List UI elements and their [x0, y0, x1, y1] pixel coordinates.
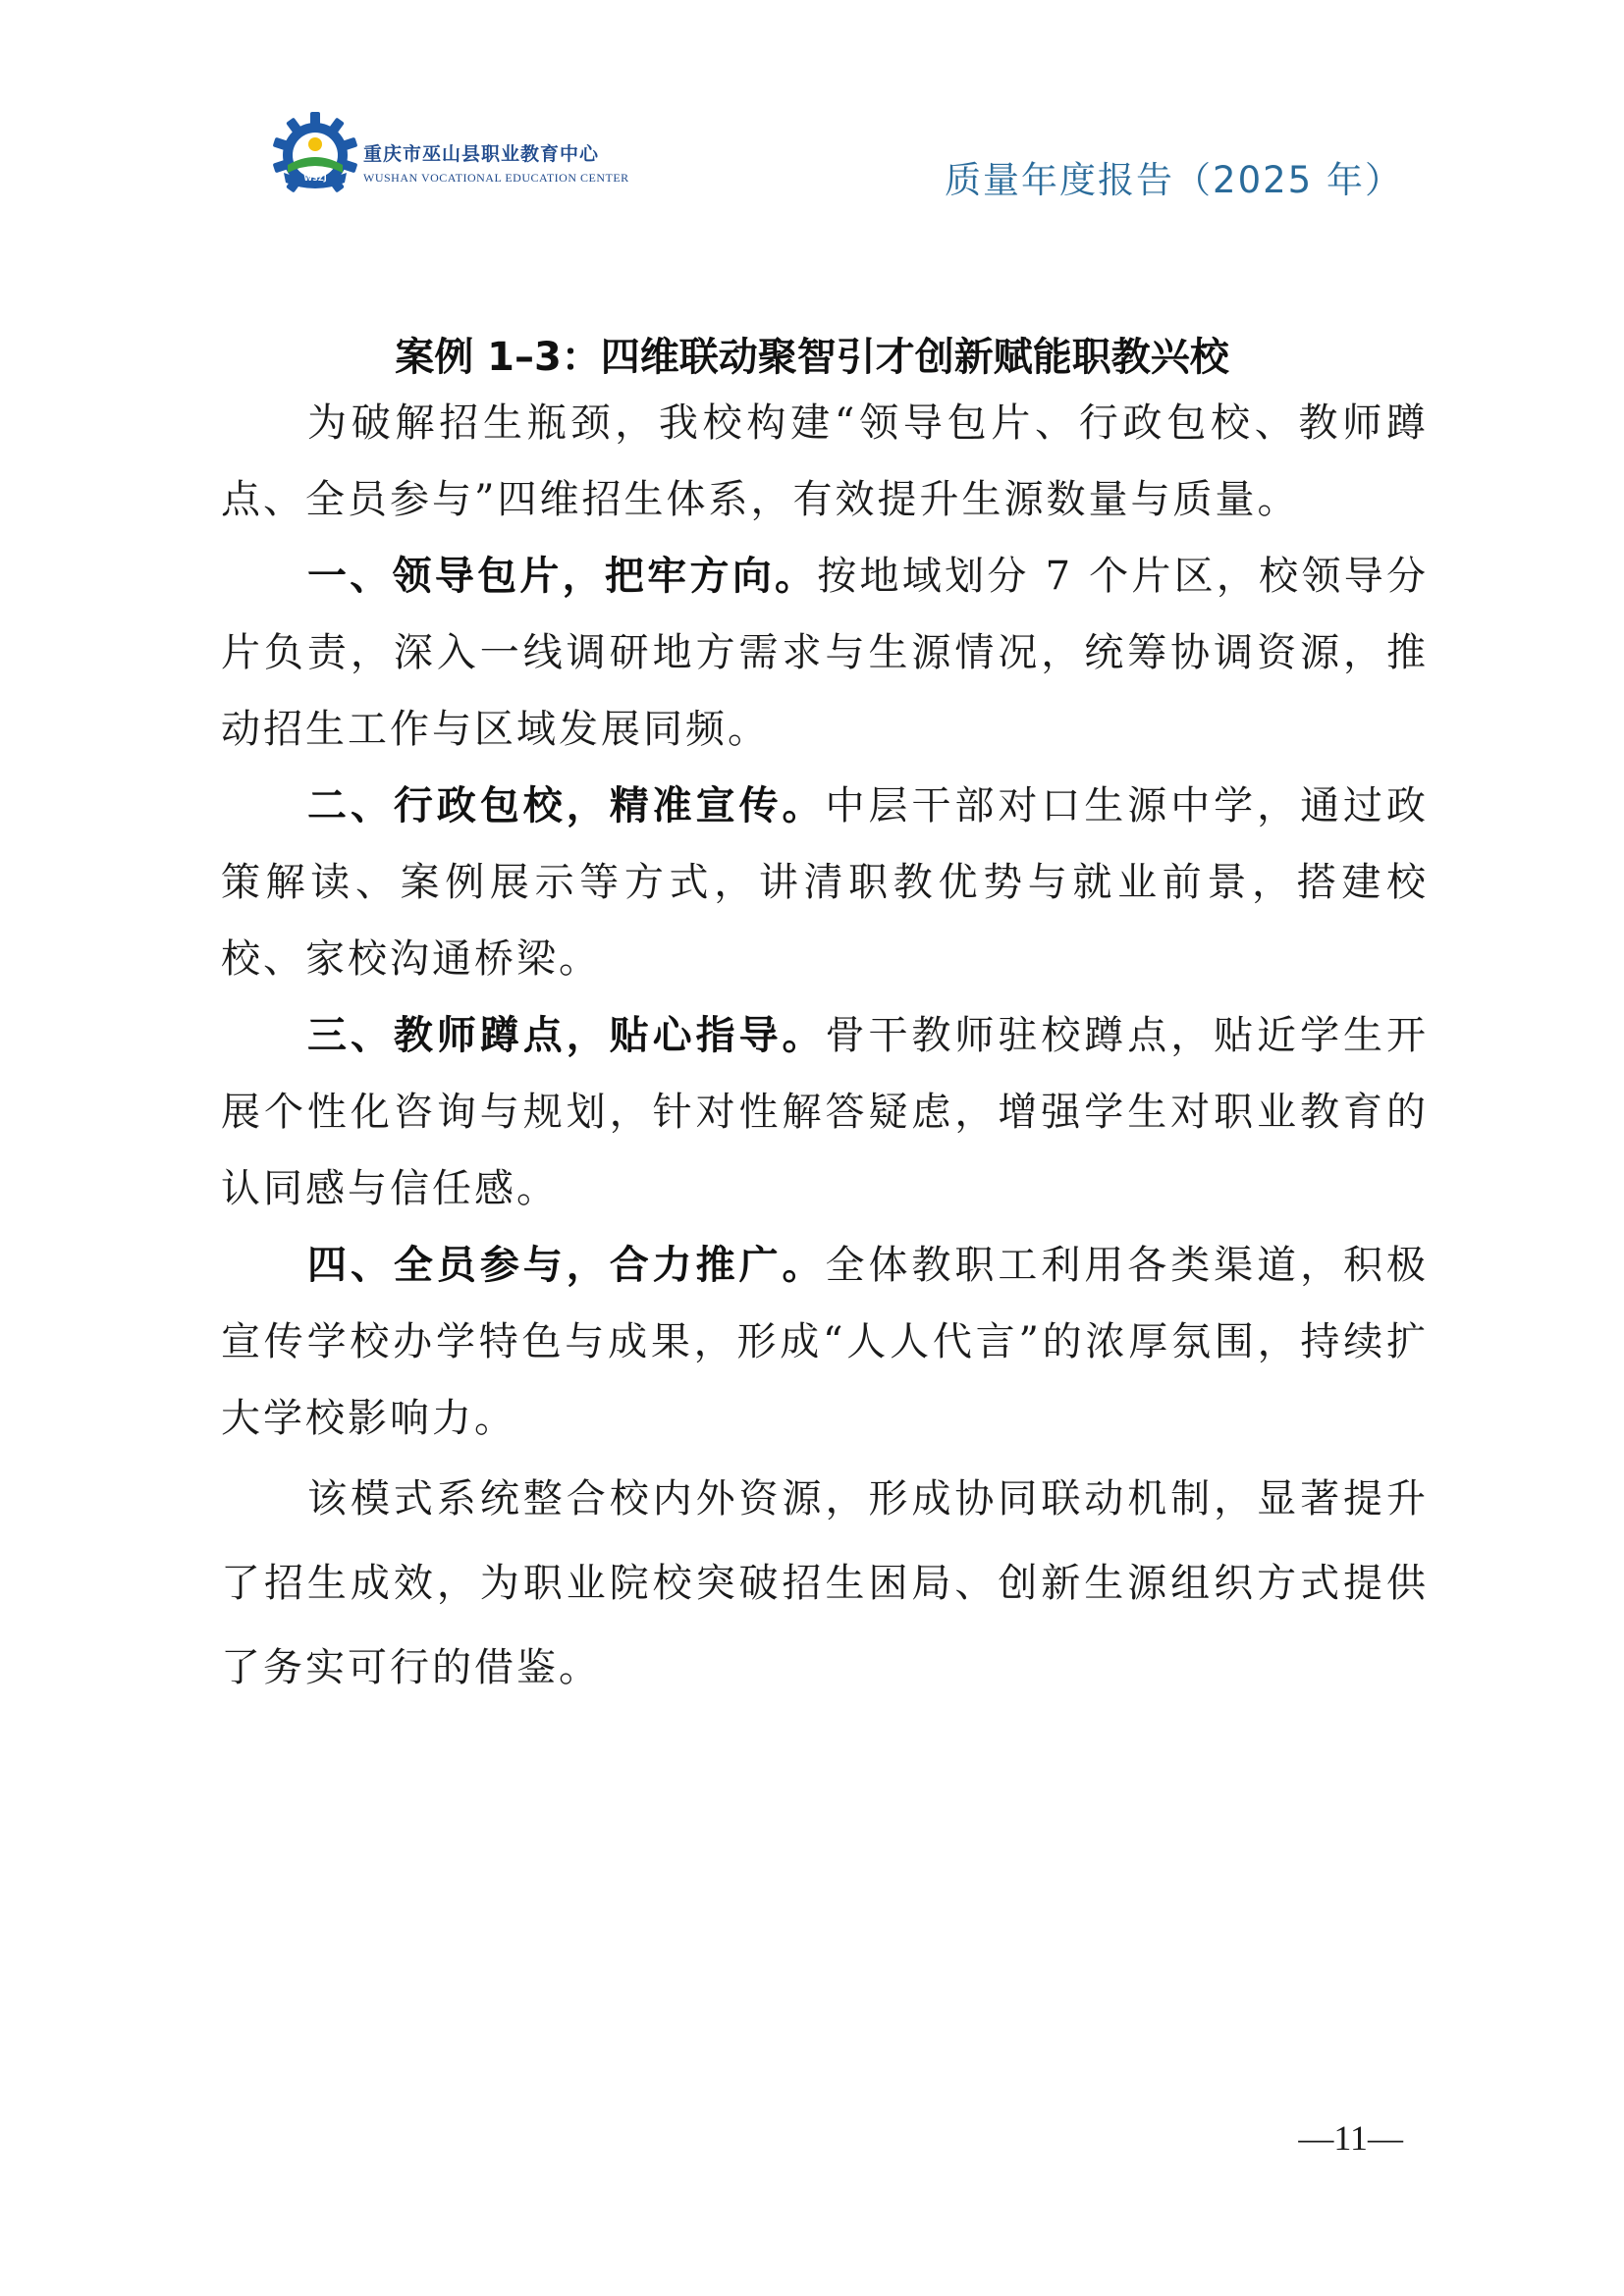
paragraph-text: 该模式系统整合校内外资源，形成协同联动机制，显著提升了招生成效，为职业院校突破招生困局、创新生源组织方式提供了务实可行的借鉴。	[221, 1476, 1429, 1690]
paragraph-text: 为破解招生瓶颈，我校构建“领导包片、行政包校、教师蹲点、全员参与”四维招生体系，有效提升生源数量与质量。	[221, 400, 1429, 522]
paragraph-lead: 四、全员参与，合力推广。	[307, 1243, 826, 1288]
gear-logo-icon	[270, 110, 360, 200]
school-name-en: WUSHAN VOCATIONAL EDUCATION CENTER	[363, 171, 629, 185]
case-body	[221, 385, 1429, 1710]
body-paragraph	[221, 997, 1429, 1227]
paragraph-text: 中层干部对口生源中学，通过政策解读、案例展示等方式，讲清职教优势与就业前景，搭建校校、家校沟通桥梁。	[221, 783, 1430, 982]
paragraph-lead: 三、教师蹲点，贴心指导。	[307, 1013, 826, 1058]
body-paragraph	[221, 768, 1429, 997]
paragraph-lead: 二、行政包校，精准宣传。	[307, 783, 826, 828]
report-title: 质量年度报告（2025 年）	[945, 159, 1403, 201]
page-number: —11—	[1298, 2118, 1403, 2158]
paragraph-text: 按地域划分 7 个片区，校领导分片负责，深入一线调研地方需求与生源情况，统筹协调资源，推动招生工作与区域发展同频。	[221, 554, 1429, 752]
paragraph-text: 全体教职工利用各类渠道，积极宣传学校办学特色与成果，形成“人人代言”的浓厚氛围，持续扩大学校影响力。	[221, 1243, 1430, 1441]
paragraph-text: 骨干教师驻校蹲点，贴近学生开展个性化咨询与规划，针对性解答疑虑，增强学生对职业教育的认同感与信任感。	[221, 1013, 1430, 1211]
body-paragraph	[221, 385, 1429, 538]
body-paragraph	[221, 1457, 1429, 1710]
case-title: 案例 1–3：四维联动聚智引才创新赋能职教兴校	[395, 334, 1229, 380]
school-logo	[270, 110, 629, 203]
school-name-cn: 重庆市巫山县职业教育中心	[363, 143, 600, 165]
logo-badge-text: WSZJ	[303, 174, 327, 183]
body-paragraph	[221, 1227, 1429, 1457]
page-header	[0, 0, 1624, 216]
body-paragraph	[221, 538, 1429, 768]
paragraph-lead: 一、领导包片，把牢方向。	[307, 554, 818, 599]
